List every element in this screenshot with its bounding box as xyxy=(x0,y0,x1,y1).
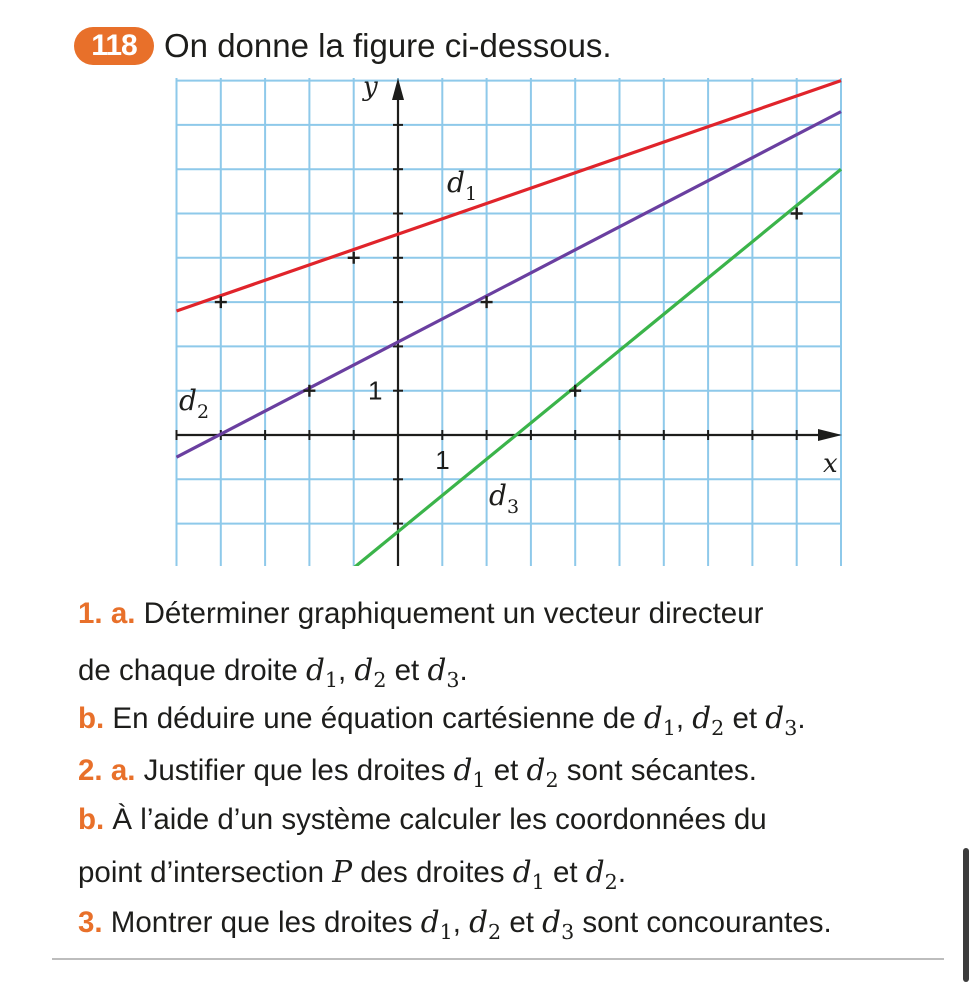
question-2b xyxy=(78,802,767,838)
grid xyxy=(176,78,842,566)
lines xyxy=(177,81,842,568)
math-d3: $d_3$ xyxy=(542,905,575,944)
math-d2: $d_2$ xyxy=(354,653,387,692)
label-d3: $d_3$ xyxy=(489,479,520,518)
x-axis-arrow xyxy=(818,429,842,441)
label-d1: $d_1$ xyxy=(447,166,478,205)
line-d3 xyxy=(354,169,841,568)
line-d2 xyxy=(177,112,842,458)
x-tick-label: 1 xyxy=(435,445,450,475)
question-1a xyxy=(78,596,763,632)
question-text: Montrer que les droites xyxy=(102,906,421,939)
math-d1: $d_1$ xyxy=(643,701,676,740)
x-axis-label: x xyxy=(823,449,838,479)
math-d3: $d_3$ xyxy=(765,701,798,740)
math-d2: $d_2$ xyxy=(585,855,618,894)
math-d1: $d_1$ xyxy=(453,753,486,792)
divider xyxy=(52,958,944,960)
question-text: Déterminer graphiquement un vecteur directeur xyxy=(143,597,764,630)
question-number: 1. xyxy=(78,597,103,630)
y-axis-label: y xyxy=(363,72,378,102)
question-text: Justifier que les droites xyxy=(135,754,454,787)
math-d1: $d_1$ xyxy=(420,905,453,944)
question-text: À l’aide d’un système calculer les coordonnées du xyxy=(104,803,767,836)
exercise-number-badge: 118 xyxy=(74,27,154,65)
label-d2: $d_2$ xyxy=(179,384,210,423)
question-number: 3. xyxy=(78,906,103,939)
scrollbar[interactable] xyxy=(963,848,969,982)
math-P: P xyxy=(332,855,353,889)
question-number: 2. xyxy=(78,754,103,787)
y-tick-label: 1 xyxy=(368,375,383,406)
question-letter: b. xyxy=(78,702,105,735)
math-d2: $d_2$ xyxy=(692,701,725,740)
question-letter: a. xyxy=(110,754,136,787)
question-2a: 2. a. Justifier que les droites $d_1$ et $d_2$ sont sécantes. xyxy=(78,753,757,792)
question-letter: a. xyxy=(110,597,136,630)
question-letter: b. xyxy=(78,803,105,836)
question-1a-cont: de chaque droite $d_1$, $d_2$ et $d_3$. xyxy=(78,653,468,692)
math-d3: $d_3$ xyxy=(427,653,460,692)
question-text: point d’intersection xyxy=(78,856,333,889)
point-marker-d3 xyxy=(569,385,581,397)
math-d2: $d_2$ xyxy=(526,753,559,792)
line-d1 xyxy=(177,81,842,311)
math-d2: $d_2$ xyxy=(469,905,502,944)
point-marker-d1 xyxy=(348,252,360,264)
question-text: En déduire une équation cartésienne de xyxy=(104,702,644,735)
exercise-intro: On donne la figure ci-dessous. xyxy=(164,27,612,64)
labels xyxy=(179,72,838,518)
question-2b-cont: point d’intersection P des droites $d_1$ et $d_2$. xyxy=(78,855,627,894)
question-1b: b. En déduire une équation cartésienne de $d_1$, $d_2$ et $d_3$. xyxy=(78,701,806,740)
question-text: de chaque droite xyxy=(78,654,306,687)
axes xyxy=(176,78,842,566)
math-d1: $d_1$ xyxy=(512,855,545,894)
question-3: 3. Montrer que les droites $d_1$, $d_2$ et $d_3$ sont concourantes. xyxy=(78,905,832,944)
math-d1: $d_1$ xyxy=(305,653,339,692)
